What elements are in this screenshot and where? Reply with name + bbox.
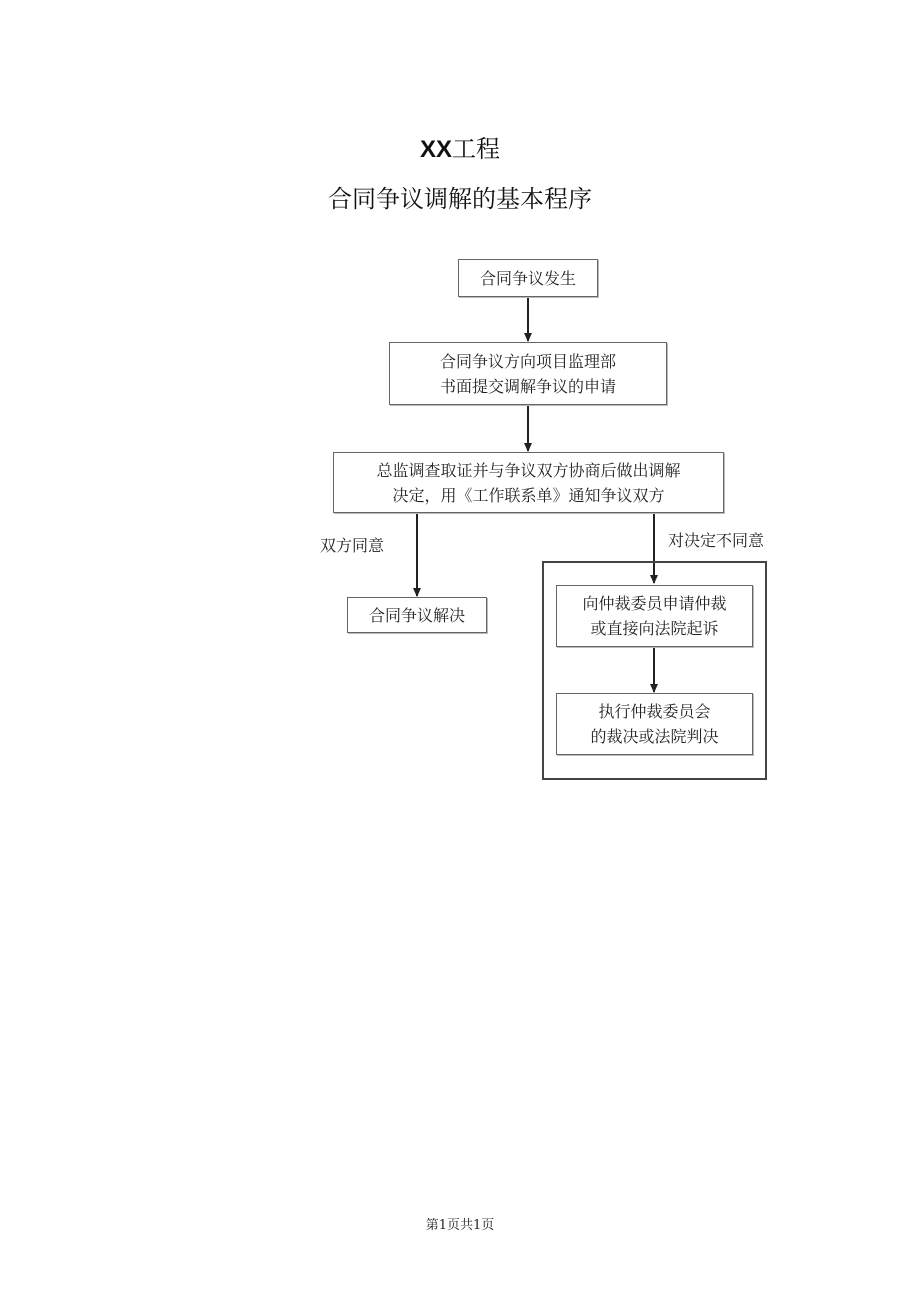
node-submit-application-line1: 合同争议方向项目监理部 (439, 351, 616, 371)
node-apply-arbitration-line1: 向仲裁委员申请仲裁 (582, 594, 727, 613)
node-apply-arbitration-line2: 或直接向法院起诉 (590, 619, 719, 638)
node-submit-application (389, 342, 667, 405)
node-submit-application-line2: 书面提交调解争议的申请 (439, 376, 616, 396)
label-disagree: 对决定不同意 (668, 531, 765, 550)
node-execute-ruling-line1: 执行仲裁委员会 (598, 702, 711, 721)
node-dispute-resolved (347, 597, 487, 633)
node-mediation-decision-line1: 总监调查取证并与争议双方协商后做出调解 (376, 460, 681, 480)
project-name: XX (419, 136, 452, 163)
page-number: 第1页共1页 (425, 1218, 495, 1233)
label-both-agree: 双方同意 (320, 536, 385, 555)
node-mediation-decision (333, 452, 724, 513)
node-execute-ruling (556, 693, 753, 755)
node-dispute-occurs (458, 259, 598, 297)
node-execute-ruling-line2: 的裁决或法院判决 (590, 727, 719, 746)
title-suffix: 工程 (452, 135, 500, 163)
page-subtitle: 合同争议调解的基本程序 (328, 185, 592, 213)
node-apply-arbitration (556, 585, 753, 647)
node-dispute-occurs-label: 合同争议发生 (479, 268, 576, 288)
node-dispute-resolved-label: 合同争议解决 (368, 605, 465, 625)
node-mediation-decision-line2: 决定，用《工作联系单》通知争议双方 (392, 485, 665, 505)
